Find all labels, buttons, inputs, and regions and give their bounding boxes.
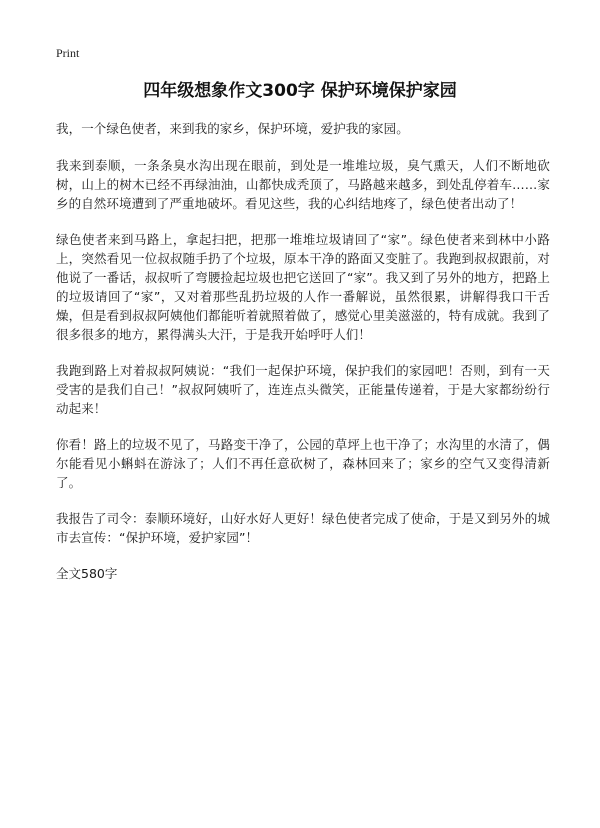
article-paragraph: 你看！路上的垃圾不见了，马路变干净了，公园的草坪上也干净了；水沟里的水清了，偶尔能看见小蝌蚪在游泳了；人们不再任意砍树了，森林回来了；家乡的空气又变得清新了。	[56, 437, 550, 490]
print-link[interactable]: Print	[56, 46, 80, 60]
article-paragraph: 我，一个绿色使者，来到我的家乡，保护环境，爱护我的家园。	[56, 121, 409, 136]
article-paragraph: 我报告了司令：泰顺环境好，山好水好人更好！绿色使者完成了使命，于是又到另外的城市去宣传：“保护环境，爱护家园”！	[56, 511, 550, 545]
article-paragraph: 我跑到路上对着叔叔阿姨说：“我们一起保护环境，保护我们的家园吧！否则，到有一天受害的是我们自己！”叔叔阿姨听了，连连点头微笑，正能量传递着，于是大家都纷纷行动起来！	[56, 363, 550, 416]
article-body	[56, 119, 550, 583]
article-paragraph: 绿色使者来到马路上，拿起扫把，把那一堆堆垃圾请回了“家”。绿色使者来到林中小路上，突然看见一位叔叔随手扔了个垃圾，原本干净的路面又变脏了。我跑到叔叔跟前，对他说了一番话，叔叔听了弯腰捡起垃圾也把它送回了“家”。我又到了另外的地方，把路上的垃圾请回了“家”，又对着那些乱扔垃圾的人作一番解说，虽然很累，讲解得我口干舌燥，但是看到叔叔阿姨他们都能听着就照着做了，感觉心里美滋滋的，特有成就。我到了很多很多的地方，累得满头大汗，于是我开始呼吁人们！	[56, 232, 550, 342]
article-title: 四年级想象作文300字 保护环境保护家园	[143, 81, 457, 101]
article-paragraph: 我来到泰顺，一条条臭水沟出现在眼前，到处是一堆堆垃圾，臭气熏天，人们不断地砍树，山上的树木已经不再绿油油，山都快成秃顶了，马路越来越多，到处乱停着车……家乡的自然环境遭到了严重地破坏。看见这些，我的心纠结地疼了，绿色使者出动了！	[56, 158, 550, 211]
word-count: 全文580字	[56, 566, 118, 581]
